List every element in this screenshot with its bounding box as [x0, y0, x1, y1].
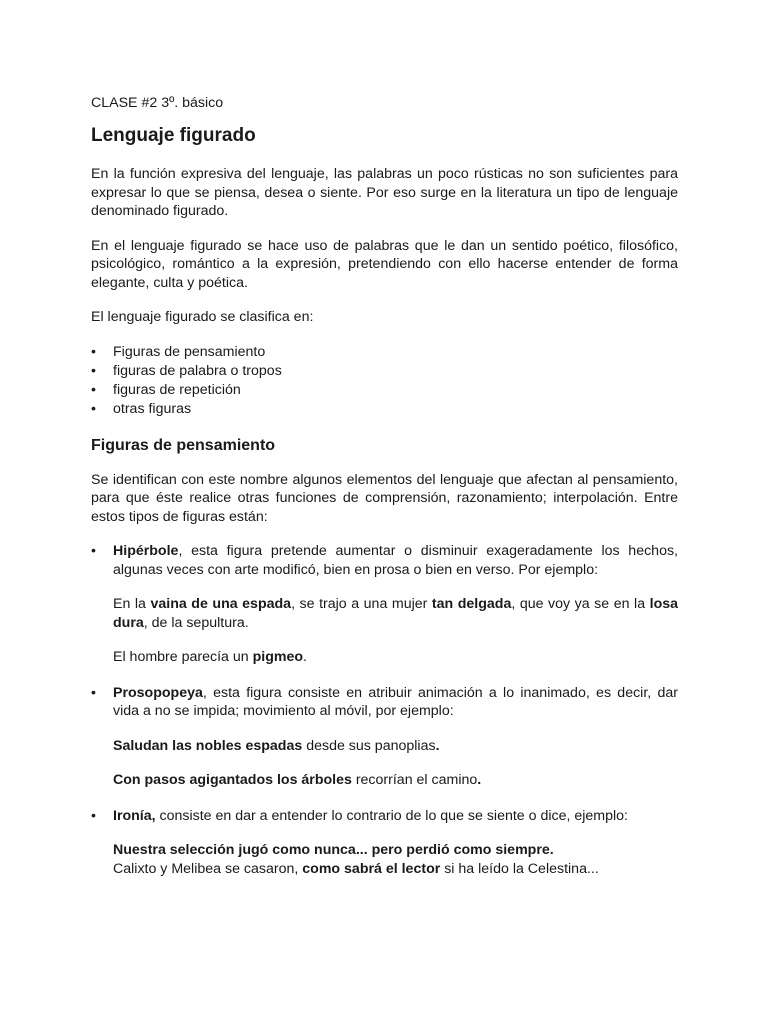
classification-list [91, 343, 678, 419]
figure-example [113, 841, 678, 860]
section-intro: Se identifican con este nombre algunos elementos del lenguaje que afectan al pensamiento, para que éste realice otras funciones de comprensión, razonamiento; interpolación. Entre estos tipos de figuras están: [91, 471, 678, 525]
class-label: CLASE #2 3º. básico [91, 95, 224, 111]
figure-definition [113, 684, 678, 721]
example-text: si ha leído la Celestina... [440, 860, 599, 877]
figure-description: , esta figura pretende aumentar o disminuir exageradamente los hechos, algunas veces con arte modificó, bien en prosa o bien en verso. Por ejemplo: [113, 543, 678, 578]
intro-paragraph-1: En la función expresiva del lenguaje, las palabras un poco rústicas no son suficientes para expresar lo que se piensa, desea o siente. Por eso surge en la literatura un tipo de lenguaje denominado figurado. [91, 166, 678, 219]
section-heading: Figuras de pensamiento [91, 436, 276, 454]
example-emphasis: pigmeo [252, 649, 304, 665]
example-emphasis: Saludan las nobles espadas [113, 737, 303, 754]
example-text: desde sus panoplias [302, 737, 436, 754]
example-emphasis: . [477, 772, 482, 788]
example-text: El hombre parecía un [113, 649, 253, 665]
intro-paragraph-2: En el lenguaje figurado se hace uso de palabras que le dan un sentido poético, filosófico, psicológico, romántico a la expresión, pretendiendo con ello hacerse entender de forma elegante, culta y poética. [91, 237, 678, 291]
list-item: • figuras de repetición [91, 381, 678, 400]
example-emphasis: Con pasos agigantados los árboles [113, 772, 352, 788]
page-title: Lenguaje figurado [91, 125, 256, 146]
example-emphasis: Nuestra selección jugó como nunca... pero perdió como siempre. [113, 842, 554, 858]
figure-description: consiste en dar a entender lo contrario de lo que se siente o dice, ejemplo: [155, 807, 628, 824]
list-item: • otras figuras [91, 400, 678, 419]
example-emphasis: vaina de una espada [150, 596, 292, 612]
list-item: • Figuras de pensamiento [91, 343, 678, 362]
example-emphasis: como sabrá el lector [302, 860, 441, 877]
example-text: En la [113, 596, 151, 612]
figure-ironia [91, 807, 678, 879]
figure-example [113, 595, 678, 632]
intro-paragraph-3: El lenguaje figurado se clasifica en: [91, 309, 314, 325]
example-emphasis: . [435, 737, 440, 754]
list-item: • figuras de palabra o tropos [91, 362, 678, 381]
figure-example [113, 648, 678, 667]
figure-term: Prosopopeya [113, 684, 203, 701]
example-text: Calixto y Melibea se casaron, [113, 860, 303, 877]
example-emphasis: losa dura [113, 596, 679, 631]
figure-hiperbole [91, 542, 678, 667]
document-page [91, 94, 678, 895]
figure-prosopopeya [91, 684, 678, 790]
figures-list [91, 542, 678, 878]
example-text: , se trajo a una mujer [291, 596, 432, 612]
figure-example [113, 771, 678, 790]
figure-term: Ironía, [113, 807, 156, 824]
figure-definition [113, 542, 678, 579]
example-text: , de la sepultura. [143, 614, 249, 631]
example-text: , que voy ya se en la [511, 596, 650, 612]
example-text: . [303, 649, 307, 665]
figure-example [113, 737, 678, 756]
figure-example [113, 860, 678, 879]
figure-description: , esta figura consiste en atribuir animación a lo inanimado, es decir, dar vida a no se impida; movimiento al móvil, por ejemplo: [113, 684, 678, 719]
figure-term: Hipérbole [113, 543, 179, 559]
example-text: recorrían el camino [351, 772, 478, 788]
example-emphasis: tan delgada [431, 596, 512, 612]
figure-definition [113, 807, 678, 826]
